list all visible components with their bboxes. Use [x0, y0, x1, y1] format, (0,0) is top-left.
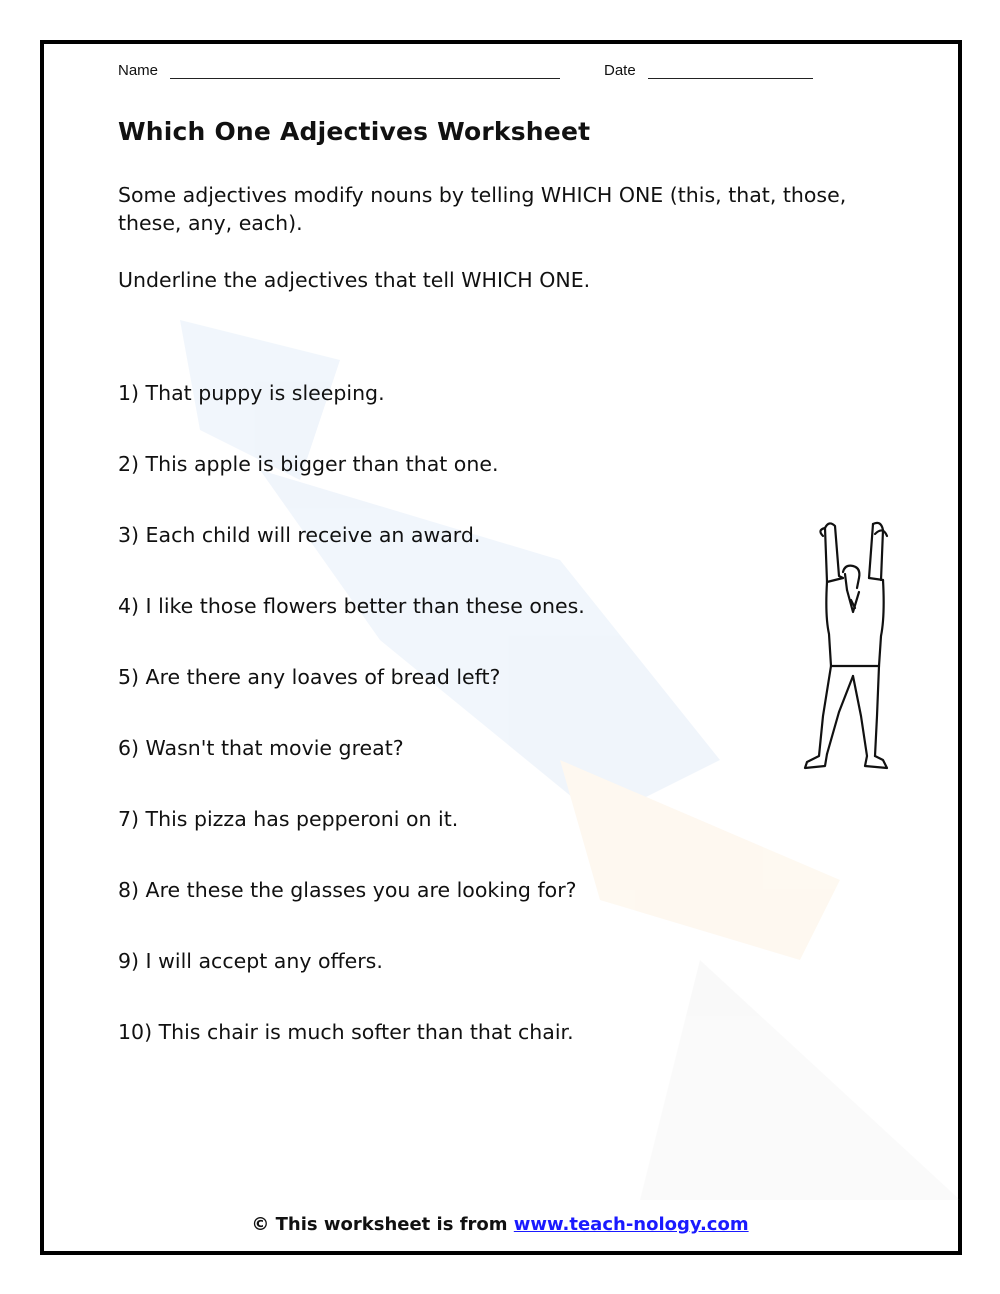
list-item: 8) Are these the glasses you are looking for? [118, 878, 577, 902]
person-arms-raised-icon [795, 516, 895, 778]
date-field[interactable] [648, 78, 813, 79]
source-link[interactable]: www.teach-nology.com [513, 1214, 749, 1235]
name-label: Name [118, 62, 159, 79]
name-field[interactable] [170, 78, 560, 79]
list-item: 2) This apple is bigger than that one. [118, 452, 499, 476]
date-label: Date [604, 62, 636, 79]
page-title: Which One Adjectives Worksheet [118, 117, 591, 146]
list-item: 7) This pizza has pepperoni on it. [118, 807, 459, 831]
list-item: 10) This chair is much softer than that chair. [118, 1020, 574, 1044]
list-item: 3) Each child will receive an award. [118, 523, 481, 547]
list-item: 4) I like those flowers better than these ones. [118, 594, 585, 618]
intro-text: Some adjectives modify nouns by telling WHICH ONE (this, that, those, these, any, each). [118, 183, 847, 235]
list-item: 9) I will accept any offers. [118, 949, 383, 973]
list-item: 1) That puppy is sleeping. [118, 381, 385, 405]
footer-prefix: © This worksheet is from [251, 1214, 514, 1235]
instruction-text: Underline the adjectives that tell WHICH ONE. [118, 268, 591, 292]
footer-credit [0, 1214, 1000, 1235]
list-item: 5) Are there any loaves of bread left? [118, 665, 501, 689]
list-item: 6) Wasn't that movie great? [118, 736, 404, 760]
